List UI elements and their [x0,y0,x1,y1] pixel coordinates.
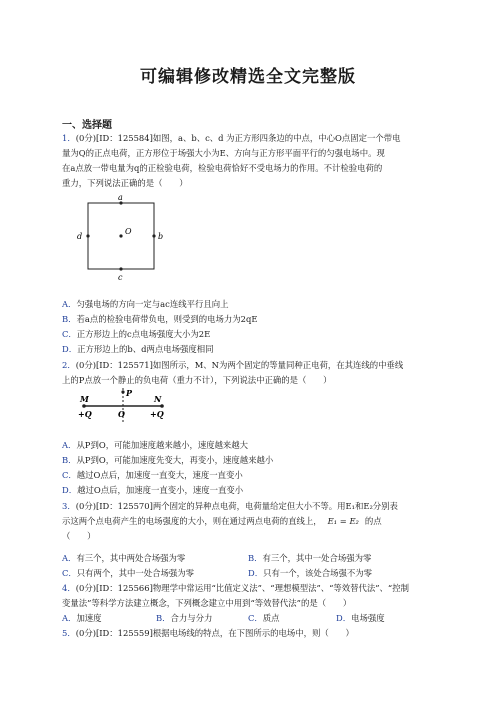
option-q4-a[interactable] [62,611,102,626]
label-p: P [126,388,133,398]
option-letter: A． [62,440,77,450]
option-q1-a[interactable] [62,297,229,312]
option-text: 电场强度 [351,613,385,623]
option-text: 有三个，其中两处合场强为零 [76,553,186,563]
option-text: 越过O点后，加速度一直变大，速度一直变小 [76,470,243,480]
question-4 [62,581,434,611]
label-q-left: +Q [78,409,92,419]
section-heading: 一、选择题 [62,120,112,131]
question-number: 5． [62,628,76,638]
option-text: 从P到O，可能加速度先变大，再变小，速度越来越小 [76,455,274,465]
question-number: 1． [62,133,76,143]
option-q3-a[interactable] [62,551,185,566]
square-charge-figure [74,192,174,284]
question-text: 变量法”等科学方法建立概念，下列概念建立中用到“等效替代法”的是（ ） [62,598,352,608]
label-n: N [154,394,162,404]
option-q3-c[interactable] [62,566,194,581]
option-letter: C． [62,470,77,480]
question-2 [62,358,434,388]
question-text: 量为Q的正点电荷，正方形位于场强大小为E、方向与正方形平面平行的匀强电场中。现 [62,148,385,158]
option-q2-c[interactable] [62,468,243,483]
formula: E₁ = E₂ [327,516,359,526]
label-o: O [118,409,125,419]
option-letter: C． [62,329,77,339]
option-letter: B． [62,455,77,465]
option-letter: B． [156,613,171,623]
option-text: 只有两个，其中一处合场强为零 [76,568,195,578]
question-text: 上的P点放一个静止的负电荷（重力不计），下列说法中正确的是（ ） [62,375,332,385]
label-m: M [80,394,89,404]
option-q2-d[interactable] [62,483,243,498]
question-text: (0分)[ID：125584]如图，a、b、c、d 为正方形四条边的中点，中心O点固定一个带电 [75,133,401,143]
question-text: 重力，下列说法正确的是（ ） [62,178,188,188]
question-number: 2． [62,360,76,370]
option-letter: D． [336,613,352,623]
option-letter: A． [62,299,77,309]
two-charges-figure [78,386,168,436]
point-c [119,267,122,270]
option-text: 匀强电场的方向一定与ac连线平行且向上 [76,299,229,309]
question-number: 4． [62,583,76,593]
option-letter: A． [62,553,77,563]
option-text: 越过O点后，加速度一直变小，速度一直变小 [77,485,244,495]
option-text: 正方形边上的b、d两点电场强度相同 [77,344,214,354]
option-letter: C． [62,568,77,578]
option-text: 加速度 [76,613,102,623]
question-1 [62,131,434,191]
option-letter: B． [62,314,77,324]
option-q4-b[interactable] [156,611,212,626]
charge-m [82,404,86,408]
question-text: (0分)[ID：125570]两个固定的异种点电荷，电荷量给定但大小不等。用E₁和E₂分别表 [75,501,398,511]
question-5 [62,626,434,641]
option-q4-c[interactable] [248,611,280,626]
question-3 [62,499,434,544]
option-q1-c[interactable] [62,327,210,342]
option-text: 若a点的检验电荷带负电，则受到的电场力为2qE [76,314,258,324]
page-title: 可编辑修改精选全文完整版 [140,67,356,87]
option-letter: C． [248,613,263,623]
label-b: b [158,232,164,241]
option-letter: D． [62,485,78,495]
option-text: 有三个，其中一处合场强为零 [262,553,372,563]
option-text: 质点 [262,613,280,623]
question-text: （ ） [62,531,96,541]
option-q1-b[interactable] [62,312,257,327]
question-text: 在a点放一带电量为q的正检验电荷，检验电荷恰好不受电场力的作用。不计检验电荷的 [62,163,383,173]
question-number: 3． [62,501,76,511]
option-q3-b[interactable] [248,551,371,566]
option-q4-d[interactable] [336,611,385,626]
option-q2-b[interactable] [62,453,273,468]
option-text: 从P到O，可能加速度越来越小，速度越来越大 [76,440,249,450]
charge-n [160,404,164,408]
center-charge [119,234,122,237]
option-letter: A． [62,613,77,623]
option-text: 正方形边上的c点电场强度大小为2E [76,329,211,339]
point-b [152,234,155,237]
option-q2-a[interactable] [62,438,248,453]
question-text: (0分)[ID：125571]如图所示，M、N为两个固定的等量同种正电荷，在其连线的中垂线 [75,360,404,370]
option-text: 只有一个，该处合场强不为零 [263,568,372,578]
label-o: O [125,227,132,236]
question-text: (0分)[ID：125559]根据电场线的特点，在下图所示的电场中，则（ ） [75,628,354,638]
label-a: a [118,193,123,202]
point-p [121,390,124,393]
point-d [86,234,89,237]
question-text: 的点 [364,516,382,526]
question-text: 示这两个点电荷产生的电场强度的大小，则在通过两点电荷的直线上， [62,516,322,526]
option-letter: D． [62,344,78,354]
option-q1-d[interactable] [62,342,213,357]
option-letter: B． [248,553,263,563]
label-d: d [77,232,83,241]
label-q-right: +Q [150,409,164,419]
option-letter: D． [248,568,264,578]
option-text: 合力与分力 [170,613,213,623]
option-q3-d[interactable] [248,566,372,581]
question-text: (0分)[ID：125566]物理学中常运用“比值定义法”、“理想模型法”、“等效替代法”、“控制 [75,583,409,593]
label-c: c [118,273,123,282]
